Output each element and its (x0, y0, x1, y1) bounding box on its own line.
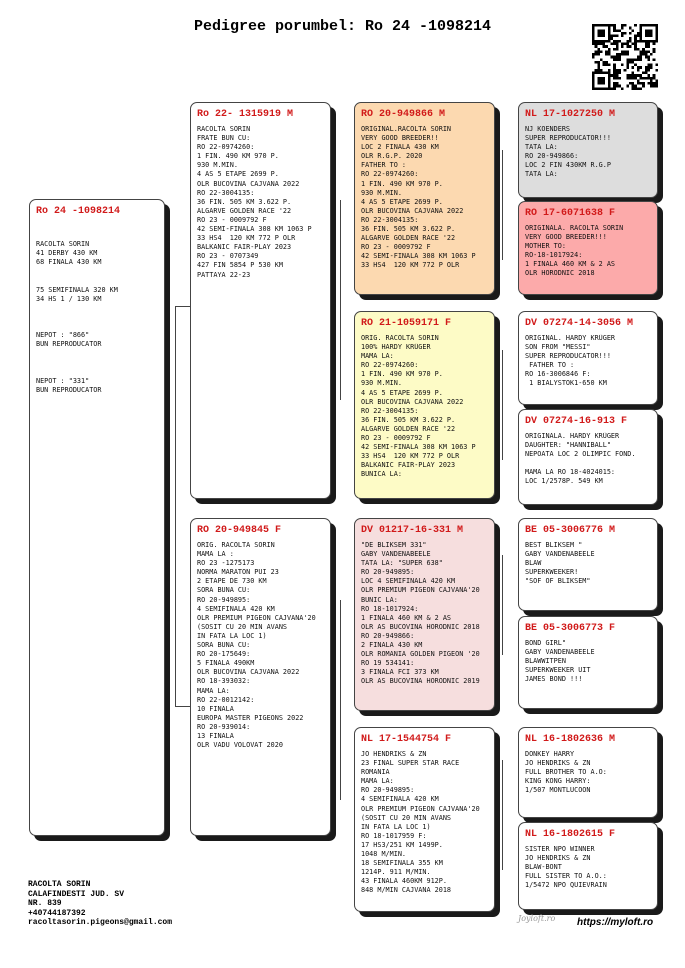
detail-line: ORIGINAL. HARDY KRÜGER (525, 334, 616, 342)
connector-line (502, 150, 503, 260)
detail-line: 1 FINALA 460 KM & 2 AS (525, 260, 616, 269)
detail-line: SUPER REPRODUCATOR!!! (525, 352, 611, 361)
signature-logo: Joyloft.ro (518, 914, 556, 923)
detail-line: ORIGINALA. RACOLTA SORIN (525, 224, 624, 232)
detail-line: 33 HS4 120 KM 772 P OLR (361, 452, 460, 461)
pigeon-details (519, 430, 657, 487)
pigeon-ring-number: RO 17-6071638 F (525, 208, 616, 219)
pigeon-card-sds (518, 311, 658, 405)
detail-line: BUNIC LA: (361, 595, 398, 604)
pigeon-details (519, 843, 657, 890)
pigeon-card-ds (354, 518, 495, 711)
connector-line (502, 760, 503, 870)
detail-line: OLR PREMIUM PIGEON CAJVANA'20 (361, 804, 480, 813)
detail-line: 33 HS4 120 KM 772 P OLR (361, 261, 460, 270)
detail-line: RO 20-949895: (361, 786, 415, 795)
pigeon-details (519, 332, 657, 389)
detail-line: 2 FINALA 430 KM (361, 641, 423, 650)
website-link[interactable]: https://myloft.ro (577, 917, 654, 928)
detail-line: RO 22-0012142: (197, 695, 255, 704)
pigeon-card-sss (518, 102, 658, 198)
connector-line (502, 350, 503, 460)
main-pigeon-ring: Ro 24 -1098214 (36, 206, 121, 217)
main-pigeon-card (29, 199, 165, 836)
detail-line: RO 22-3004135: (361, 406, 419, 415)
detail-line: 4 SEMIFINALA 420 KM (361, 795, 439, 804)
connector-line (175, 306, 191, 307)
detail-line: (SOSIT CU 20 MIN AVANS (361, 813, 452, 822)
detail-line: 36 FIN. 505 KM 3.622 P. (361, 415, 456, 424)
detail-line: SUPER REPRODUCATOR!!! (525, 134, 611, 143)
detail-line: MOTHER TO: (525, 242, 566, 251)
detail-line: BUNICA LA: (361, 470, 402, 479)
detail-line: 13 FINALA (197, 731, 234, 740)
pigeon-card-sdd (518, 409, 658, 505)
pigeon-ring-number: NL 17-1027250 M (525, 109, 616, 120)
detail-line: RO 22-3004135: (361, 215, 419, 224)
detail-line: BLAW-BONT (525, 863, 562, 872)
pigeon-card-dss (518, 518, 658, 611)
pigeon-ring-number: NL 16-1802615 F (525, 829, 616, 840)
connector-line (340, 200, 341, 400)
detail-line: JAMES BOND !!! (525, 675, 583, 684)
detail-line: BLAW (525, 559, 542, 568)
detail-line: 42 SEMI-FINALA 308 KM 1063 P (361, 443, 476, 452)
pigeon-details (519, 123, 657, 180)
detail-line: "SOF OF BLIKSEM" (525, 577, 591, 586)
detail-line: RO 23 - 0707349 (197, 252, 259, 261)
detail-line: GABY VANDENABEELE (361, 550, 431, 559)
breeder-contact: RACOLTA SORIN CALAFINDESTI JUD. SV NR. 839 +40744187392 racoltasorin.pigeons@gmail.com (28, 880, 173, 928)
detail-line: RO 20-949866: (361, 631, 415, 640)
detail-line: OLR ROMANIA GOLDEN PIGEON '20 (361, 650, 480, 659)
pigeon-card-ssd (518, 201, 658, 295)
detail-line: RO 22-0974260: (361, 361, 419, 370)
detail-line: RO 22-0974260: (197, 143, 255, 152)
detail-line: 18 SEMIFINALA 355 KM (361, 859, 443, 868)
detail-line: OLR PREMIUM PIGEON CAJVANA'20 (361, 586, 480, 595)
detail-line: 4 AS 5 ETAPE 2699 P. (361, 388, 443, 397)
detail-line: RO-18-1017924: (525, 251, 583, 260)
detail-line: MAMA LA: (361, 777, 394, 786)
detail-line: SORA BUNA CU: (197, 586, 251, 595)
detail-line: OLR VADU VOLOVAT 2020 (197, 741, 283, 750)
pigeon-ring-number: RO 20-949866 M (361, 109, 446, 120)
detail-line: RO 23 - 0009792 F (361, 434, 431, 443)
detail-line: (SOSIT CU 20 MIN AVANS (197, 622, 288, 631)
detail-line: 1/507 MONTLUCOON (525, 786, 591, 795)
detail-line: ORIG. RACOLTA SORIN (197, 541, 275, 549)
detail-line: JO HENDRIKS & ZN (525, 759, 591, 768)
detail-line: OLR BUCOVINA CAJVANA 2022 (197, 668, 300, 677)
detail-line: LOC 2 FINALA 430 KM (361, 143, 439, 152)
detail-line: 33 HS4 120 KM 772 P OLR (197, 234, 296, 243)
pigeon-ring-number: BE 05-3006776 M (525, 525, 616, 536)
detail-line: 17 HS3/251 KM 1499P. (361, 840, 443, 849)
detail-line: RO 23 -1275173 (197, 559, 255, 568)
pigeon-details (519, 748, 657, 795)
pigeon-details (355, 748, 494, 896)
detail-line: ROMANIA (361, 768, 390, 777)
pigeon-ring-number: NL 17-1544754 F (361, 734, 452, 745)
connector-line (175, 706, 191, 707)
detail-line: OLR BUCOVINA CAJVANA 2022 (361, 397, 464, 406)
pigeon-ring-number: RO 20-949845 F (197, 525, 282, 536)
detail-line: ALGARVE GOLDEN RACE '22 (361, 424, 456, 433)
detail-line: IN FATA LA LOC 1) (197, 631, 267, 640)
page-title: Pedigree porumbel: Ro 24 -1098214 (193, 18, 492, 35)
pigeon-card-sd (354, 311, 495, 499)
detail-line: OLR BUCOVINA CAJVANA 2022 (197, 179, 300, 188)
detail-line: 930 M.MIN. (361, 379, 402, 388)
detail-line: RO 16-3006846 F: (525, 370, 591, 379)
detail-line: OLR R.G.P. 2020 (361, 152, 423, 161)
detail-line: RO 22-3004135: (197, 188, 255, 197)
detail-line: 43 FINALA 460KM 912P. (361, 877, 447, 886)
detail-line: IN FATA LA LOC 1) (361, 822, 431, 831)
detail-line: EUROPA MASTER PIGEONS 2022 (197, 713, 304, 722)
detail-line: RACOLTA SORIN (197, 125, 251, 133)
detail-line: TATA LA: (525, 170, 558, 179)
detail-line: KING KONG HARRY: (525, 777, 591, 786)
detail-line: SON FROM "MESSI" (525, 343, 591, 352)
detail-line: BOND GIRL" (525, 639, 566, 647)
detail-line: JO HENDRIKS & ZN (525, 854, 591, 863)
detail-line: BALKANIC FAIR-PLAY 2023 (361, 461, 456, 470)
detail-line: ORIGINAL.RACOLTA SORIN (361, 125, 452, 133)
connector-line (340, 600, 341, 800)
pigeon-ring-number: DV 01217-16-331 M (361, 525, 464, 536)
detail-line: 100% HARDY KRÜGER (361, 343, 431, 352)
detail-line: 427 FIN 5854 P 530 KM (197, 261, 283, 270)
detail-line: LOC 1/2578P. 549 KM (525, 477, 603, 486)
detail-line: RO 22-0974260: (361, 170, 419, 179)
pigeon-card-dd (354, 727, 495, 912)
detail-line: VERY GOOD BREEDER!! (361, 134, 439, 143)
detail-line: TATA LA: (525, 143, 558, 152)
detail-line: OLR PREMIUM PIGEON CAJVANA'20 (197, 613, 316, 622)
pigeon-details (519, 637, 657, 684)
detail-line: FRATE BUN CU: (197, 134, 251, 143)
detail-line: SUPERKWEEKER UIT (525, 666, 591, 675)
detail-line: FULL BROTHER TO A.O: (525, 768, 607, 777)
detail-line: RO 20-949895: (197, 595, 251, 604)
detail-line: 1 FIN. 490 KM 970 P. (361, 370, 443, 379)
pigeon-ring-number: DV 07274-14-3056 M (525, 318, 634, 329)
detail-line: RO 20-939014: (197, 722, 251, 731)
pigeon-details (519, 222, 657, 279)
pigeon-card-dds (518, 727, 658, 818)
pigeon-card-sire (190, 102, 331, 499)
pigeon-card-dsd (518, 616, 658, 709)
detail-line: 36 FIN. 505 KM 3.622 P. (361, 225, 456, 234)
detail-line: 4 SEMIFINALA 420 KM (197, 604, 275, 613)
detail-line: RO 18-393032: (197, 677, 251, 686)
detail-line: FULL SISTER TO A.O.: (525, 872, 607, 881)
detail-line: "DE BLIKSEM 331" (361, 541, 427, 549)
detail-line: 1214P. 911 M/MIN. (361, 868, 431, 877)
detail-line: ORIGINALA. HARDY KRÜGER (525, 432, 620, 440)
detail-line: SORA BUNA CU: (197, 641, 251, 650)
detail-line: 1 BIALYSTOK1-650 KM (525, 379, 607, 388)
pigeon-card-dam (190, 518, 331, 836)
pigeon-ring-number: NL 16-1802636 M (525, 734, 616, 745)
detail-line: VERY GOOD BREEDER!!! (525, 233, 607, 242)
detail-line: OLR HORODNIC 2018 (525, 269, 595, 278)
pigeon-card-ddd (518, 822, 658, 910)
detail-line: 2 ETAPE DE 730 KM (197, 577, 267, 586)
detail-line: 1 FINALA 460 KM & 2 AS (361, 613, 452, 622)
detail-line: 36 FIN. 505 KM 3.622 P. (197, 197, 292, 206)
detail-line: GABY VANDENABEELE (525, 550, 595, 559)
detail-line: ALGARVE GOLDEN RACE '22 (361, 234, 456, 243)
detail-line: SUPERKWEEKER! (525, 568, 579, 577)
pigeon-details (519, 539, 657, 586)
detail-line: RO 20-949895: (361, 568, 415, 577)
detail-line: BLAWWITPEN (525, 657, 566, 666)
detail-line: RO 23 - 0009792 F (197, 215, 267, 224)
detail-line: GABY VANDENABEELE (525, 648, 595, 657)
pigeon-card-ss (354, 102, 495, 295)
detail-line: PATTAYA 22-23 (197, 270, 251, 279)
detail-line: JO HENDRIKS & ZN (361, 750, 427, 758)
detail-line: 1 FIN. 490 KM 970 P. (361, 179, 443, 188)
detail-line: RO 18-1017959 F: (361, 831, 427, 840)
pigeon-details (355, 332, 494, 480)
detail-line: RO 19 534141: (361, 659, 415, 668)
detail-line: 42 SEMI-FINALA 308 KM 1063 P (197, 225, 312, 234)
detail-line: 1/5472 NPO QUIEVRAIN (525, 881, 607, 890)
detail-line: SISTER NPO WINNER (525, 845, 595, 853)
detail-line: MAMA LA: (361, 352, 394, 361)
detail-line (525, 459, 653, 468)
detail-line: LOC 4 SEMIFINALA 420 KM (361, 577, 456, 586)
detail-line: NJ KOENDERS (525, 125, 571, 133)
detail-line: 42 SEMI-FINALA 308 KM 1063 P (361, 252, 476, 261)
detail-line: ALGARVE GOLDEN RACE '22 (197, 206, 292, 215)
pigeon-ring-number: Ro 22- 1315919 M (197, 109, 294, 120)
detail-line: 4 AS 5 ETAPE 2699 P. (197, 170, 279, 179)
detail-line: BEST BLIKSEM " (525, 541, 583, 549)
detail-line: MAMA LA: (197, 686, 230, 695)
pigeon-details (355, 539, 494, 687)
detail-line: 4 AS 5 ETAPE 2699 P. (361, 197, 443, 206)
detail-line: 3 FINALA FCI 373 KM (361, 668, 439, 677)
detail-line: NEPOATA LOC 2 OLIMPIC FOND. (525, 450, 636, 459)
pigeon-ring-number: DV 07274-16-913 F (525, 416, 628, 427)
detail-line: NORMA MARATON PUI 23 (197, 568, 279, 577)
detail-line: OLR BUCOVINA CAJVANA 2022 (361, 206, 464, 215)
connector-line (502, 555, 503, 655)
detail-line: RO 23 - 0009792 F (361, 243, 431, 252)
detail-line: 1048 M/MIN. (361, 850, 407, 859)
detail-line: DONKEY HARRY (525, 750, 575, 758)
detail-line: ORIG. RACOLTA SORIN (361, 334, 439, 342)
detail-line: FATHER TO : (361, 161, 407, 170)
detail-line: 5 FINALA 490KM (197, 659, 255, 668)
main-pigeon-details: RACOLTA SORIN 41 DERBY 430 KM 68 FINALA 430 KM 75 SEMIFINALA 320 KM 34 HS 1 / 130 KM NEPOT : "866" BUN REPRODUCATOR NEPOT : "331" BUN REPRODUCATOR (36, 240, 118, 394)
detail-line: 10 FINALA (197, 704, 234, 713)
detail-line: 930 M.MIN. (361, 188, 402, 197)
detail-line: RO 20-949866: (525, 152, 579, 161)
detail-line: MAMA LA RO 18-4024015: (525, 468, 616, 477)
detail-line: OLR AS BUCOVINA HORODNIC 2018 (361, 622, 480, 631)
detail-line: FATHER TO : (525, 361, 575, 370)
detail-line: DAUGHTER: "HANNIBALL" (525, 441, 611, 450)
detail-line: 1 FIN. 490 KM 970 P. (197, 152, 279, 161)
detail-line: 23 FINAL SUPER STAR RACE (361, 759, 460, 768)
detail-line: RO 20-175649: (197, 650, 251, 659)
detail-line: LOC 2 FIN 430KM R.G.P (525, 161, 611, 170)
detail-line: MAMA LA : (197, 550, 234, 559)
qr-code-icon (592, 24, 658, 90)
detail-line: RO 18-1017924: (361, 604, 419, 613)
detail-line: BALKANIC FAIR-PLAY 2023 (197, 243, 292, 252)
detail-line: 848 M/MIN CAJVANA 2018 (361, 886, 452, 895)
pigeon-ring-number: BE 05-3006773 F (525, 623, 616, 634)
pigeon-ring-number: RO 21-1059171 F (361, 318, 452, 329)
detail-line: TATA LA: "SUPER 638" (361, 559, 443, 568)
pigeon-details (191, 123, 330, 280)
pigeon-details (191, 539, 330, 750)
connector-line (175, 306, 176, 706)
pigeon-details (355, 123, 494, 271)
detail-line: 930 M.MIN. (197, 161, 238, 170)
detail-line: OLR AS BUCOVINA HORODNIC 2019 (361, 677, 480, 686)
